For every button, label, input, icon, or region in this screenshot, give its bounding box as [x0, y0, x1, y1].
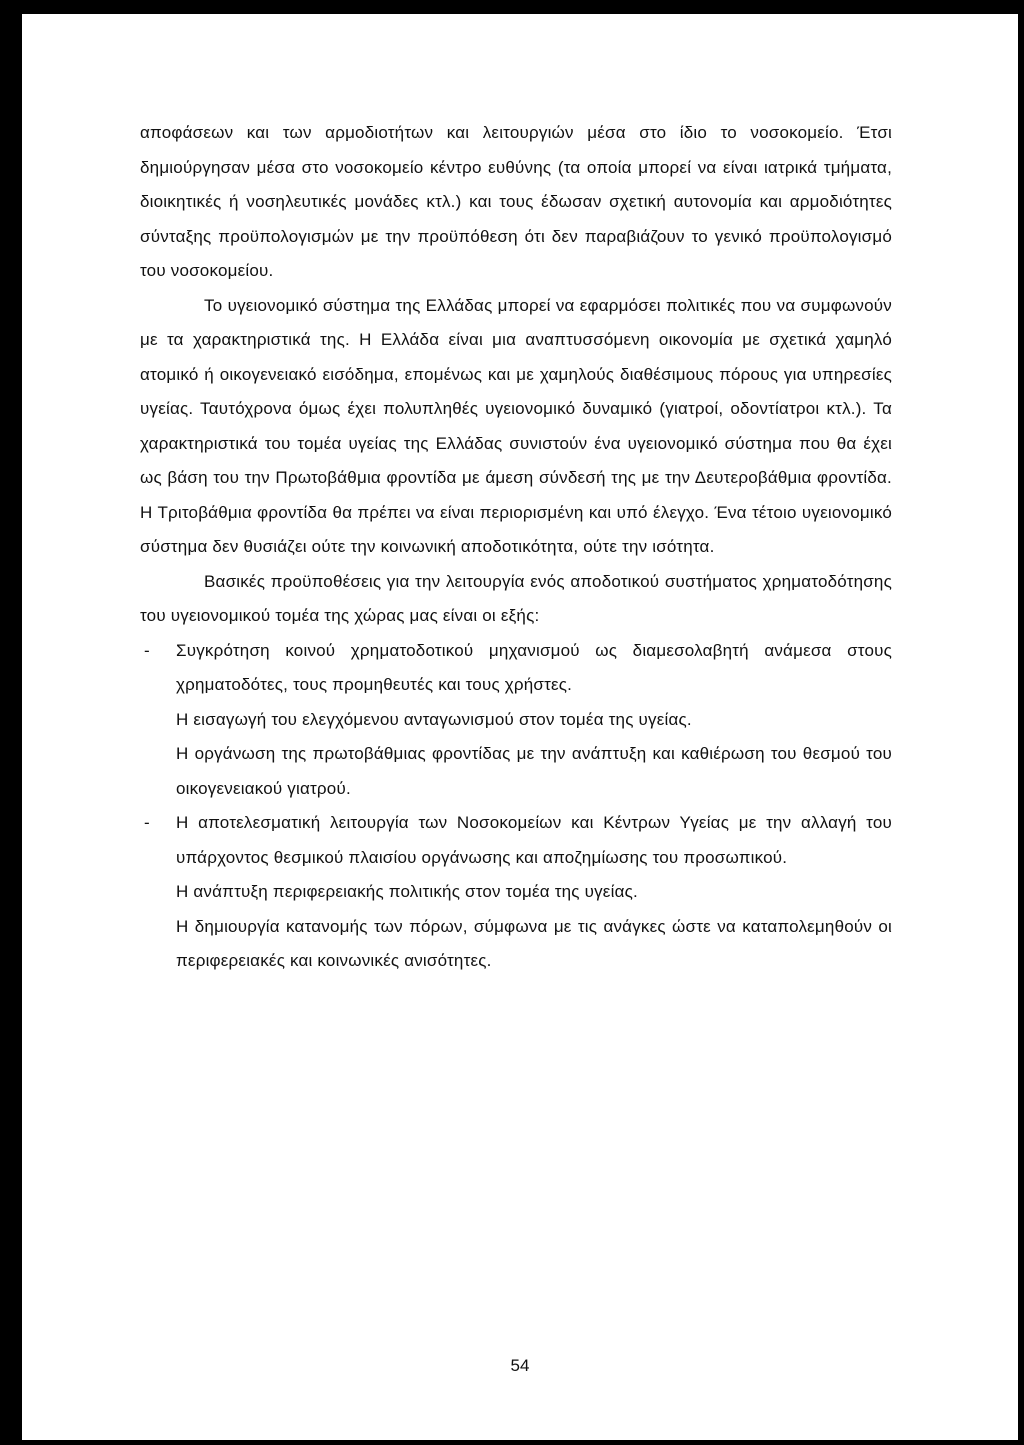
paragraph-greek-health-system: Το υγειονομικό σύστημα της Ελλάδας μπορεί να εφαρμόσει πολιτικές που να συμφωνούν με τα χαρακτηριστικά της. Η Ελλάδα είναι μια αναπτυσσόμενη οικονομία με σχετικά χαμηλό ατομικό ή οικογενειακό εισόδημα, επομένως και με χαμηλούς διαθέσιμους πόρους για υπηρεσίες υγείας. Ταυτόχρονα όμως έχει πολυπληθές υγειονομικό δυναμικό (γιατροί, οδοντίατροι κτλ.). Τα χαρακτηριστικά του τομέα υγείας της Ελλάδας συνιστούν ένα υγειονομικό σύστημα που θα έχει ως βάση του την Πρωτοβάθμια φροντίδα με άμεση σύνδεσή της με την Δευτεροβάθμια φροντίδα. Η Τριτοβάθμια φροντίδα θα πρέπει να είναι περιορισμένη και υπό έλεγχο. Ένα τέτοιο υγειονομικό σύστημα δεν θυσιάζει ούτε την κοινωνική αποδοτικότητα, ούτε την ισότητα. [140, 295, 892, 556]
list-item [140, 910, 892, 979]
list-dash: - [144, 640, 150, 660]
paragraph-continuation: αποφάσεων και των αρμοδιοτήτων και λειτουργιών μέσα στο ίδιο το νοσοκομείο. Έτσι δημιούργησαν μέσα στο νοσοκομείο κέντρο ευθύνης (τα οποία μπορεί να είναι ιατρικά τμήματα, διοικητικές ή νοσηλευτικές μονάδες κτλ.) και τους έδωσαν σχετική αυτονομία και αρμοδιότητες σύνταξης προϋπολογισμών με την προϋπόθεση ότι δεν παραβιάζουν το γενικό προϋπολογισμό του νοσοκομείου. [140, 123, 892, 280]
document-body [140, 116, 892, 979]
list-item-text: Η αποτελεσματική λειτουργία των Νοσοκομείων και Κέντρων Υγείας με την αλλαγή του υπάρχοντος θεσμικού πλαισίου οργάνωσης και αποζημίωσης του προσωπικού. [176, 813, 892, 867]
paragraph-financing-prerequisites: Βασικές προϋποθέσεις για την λειτουργία ενός αποδοτικού συστήματος χρηματοδότησης του υγειονομικού τομέα της χώρας μας είναι οι εξής: [140, 571, 892, 625]
list-item-text: Η δημιουργία κατανομής των πόρων, σύμφωνα με τις ανάγκες ώστε να καταπολεμηθούν οι περιφερειακές και κοινωνικές ανισότητες. [176, 916, 892, 970]
list-dash: - [144, 813, 150, 832]
list-item-text: Η ανάπτυξη περιφερειακής πολιτικής στον τομέα της υγείας. [176, 882, 638, 901]
list-item-text: Συγκρότηση κοινού χρηματοδοτικού μηχανισμού ως διαμεσολαβητή ανάμεσα στους χρηματοδότες, τους προμηθευτές και τους χρήστες. [176, 640, 892, 694]
prerequisites-list [140, 634, 892, 979]
list-item [140, 703, 892, 738]
list-item-text: Η εισαγωγή του ελεγχόμενου ανταγωνισμού στον τομέα της υγείας. [176, 709, 692, 729]
list-item [140, 875, 892, 910]
list-item [140, 737, 892, 806]
list-item-text: Η οργάνωση της πρωτοβάθμιας φροντίδας με την ανάπτυξη και καθιέρωση του θεσμού του οικογενειακού γιατρού. [176, 744, 892, 798]
list-item [140, 806, 892, 875]
page-number: 54 [510, 1356, 530, 1375]
list-item [140, 634, 892, 703]
document-page [22, 14, 1018, 1440]
